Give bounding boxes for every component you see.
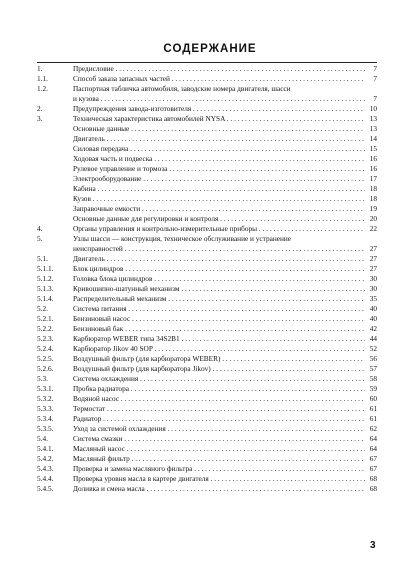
toc-entry-page: 7 [365,74,377,84]
toc-entry-page: 40 [365,314,377,324]
toc-entry-title: Основные данные . . . [73,124,377,134]
toc-entry-title: Кузов . . . [73,194,377,204]
toc-entry-page: 67 [365,454,377,464]
toc-entry[interactable] [37,484,377,494]
toc-entry[interactable] [37,224,377,234]
toc-entry[interactable] [37,64,377,74]
toc-entry-page: 16 [365,164,377,174]
toc-entry[interactable] [37,214,377,224]
toc-entry[interactable] [37,234,377,244]
toc-entry-number: 5.1. [37,254,48,263]
toc-entry[interactable] [37,404,377,414]
toc-entry-number: 1.2. [37,84,48,93]
toc-entry-page: 30 [365,274,377,284]
toc-entry-title: Воздушный фильтр (для карбюратора Jikov) . . . [73,364,377,374]
toc-entry-page: 62 [365,424,377,434]
toc-entry-title: Пробка радиатора . . . [73,384,377,394]
toc-entry-number: 5. [37,234,43,243]
toc-entry-title: Система смазки . . . [73,434,377,444]
toc-entry[interactable] [37,124,377,134]
toc-entry-title: Водяной насос . . . [73,394,377,404]
toc-entry[interactable] [37,434,377,444]
toc-entry-title: Двигатель . . . [73,254,377,264]
toc-entry-number: 5.4. [37,434,48,443]
toc-entry-number: 5.1.4. [37,294,54,303]
page-title: СОДЕРЖАНИЕ [163,43,257,55]
toc-entry-title: неисправностей . . . [73,244,377,254]
toc-entry[interactable] [37,94,377,104]
toc-entry-number: 5.3.3. [37,404,54,413]
toc-entry[interactable] [37,364,377,374]
toc-entry-title: Способ заказа запасных частей . . . [73,74,377,84]
toc-entry-title: Заправочные емкости . . . [73,204,377,214]
toc-entry-title: Электрооборудование . . . [73,174,377,184]
toc-entry-title: Узлы шасси — конструкция, техническое обслуживание и устранение [73,234,292,243]
toc-entry-number: 1. [37,64,43,73]
toc-entry-number: 5.4.4. [37,474,54,483]
toc-entry-title: Карбюратор Jikov 40 SOP . . . [73,344,377,354]
toc-entry-title: Ходовая часть и подвеска . . . [73,154,377,164]
toc-entry[interactable] [37,174,377,184]
toc-entry[interactable] [37,274,377,284]
toc-entry-title: Проверка и замена масляного фильтра . . . [73,464,377,474]
toc-entry-page: 16 [365,154,377,164]
toc-entry[interactable] [37,474,377,484]
toc-entry-page: 44 [365,334,377,344]
header-rule [37,62,377,63]
toc-entry-number: 5.3. [37,374,48,383]
toc-entry-title: Кривошипно-шатунный механизм . . . [73,284,377,294]
toc-entry-number: 5.2.1. [37,314,54,323]
toc-entry-page: 18 [365,194,377,204]
toc-entry[interactable] [37,134,377,144]
toc-entry[interactable] [37,304,377,314]
toc-entry-number: 5.1.3. [37,284,54,293]
toc-entry-title: Силовая передача . . . [73,144,377,154]
toc-entry-title: и кузова . . . [73,94,377,104]
toc-entry[interactable] [37,254,377,264]
toc-entry-number: 4. [37,224,43,233]
toc-entry-title: Проверка уровня масла в картере двигателя . . . [73,474,377,484]
toc-entry-title: Термостат . . . [73,404,377,414]
toc-entry[interactable] [37,384,377,394]
toc-entry-page: 7 [365,64,377,74]
toc-entry-page: 52 [365,344,377,354]
toc-entry-title: Карбюратор WEBER типа 34S2B1 . . . [73,334,377,344]
toc-entry-title: Бензиновый насос . . . [73,314,377,324]
toc-entry-page: 15 [365,144,377,154]
toc-entry-page: 68 [365,484,377,494]
toc-entry-page: 58 [365,374,377,384]
table-of-contents [37,64,377,494]
toc-entry-title: Масляный насос . . . [73,444,377,454]
toc-entry[interactable] [37,444,377,454]
toc-entry-number: 5.4.3. [37,464,54,473]
toc-entry-page: 20 [365,214,377,224]
toc-entry-title: Блок цилиндров . . . [73,264,377,274]
toc-entry[interactable] [37,324,377,334]
toc-entry-number: 5.2. [37,304,48,313]
toc-entry-page: 61 [365,414,377,424]
toc-entry[interactable] [37,314,377,324]
toc-entry-title: Рулевое управление и тормоза . . . [73,164,377,174]
toc-entry[interactable] [37,74,377,84]
toc-entry[interactable] [37,104,377,114]
toc-entry[interactable] [37,394,377,404]
toc-entry-title: Система питания . . . [73,304,377,314]
toc-entry-number: 5.1.2. [37,274,54,283]
toc-entry-page: 30 [365,284,377,294]
toc-entry-page: 19 [365,204,377,214]
toc-entry-page: 27 [365,254,377,264]
toc-entry-number: 5.4.2. [37,454,54,463]
toc-entry-page: 27 [365,244,377,254]
toc-entry-title: Основные данные для регулировки и контроля . . . [73,214,377,224]
toc-entry-number: 5.3.4. [37,414,54,423]
toc-entry-page: 10 [365,104,377,114]
toc-entry-page: 13 [365,114,377,124]
toc-entry-page: 59 [365,384,377,394]
toc-entry[interactable] [37,354,377,364]
toc-entry-number: 5.4.1. [37,444,54,453]
toc-entry[interactable] [37,424,377,434]
toc-entry-number: 5.2.4. [37,344,54,353]
toc-entry-number: 5.3.2. [37,394,54,403]
toc-entry-title: Доливка и смена масла . . . [73,484,377,494]
toc-entry-title: Система охлаждения . . . [73,374,377,384]
toc-entry-title: Предисловие . . . [73,64,377,74]
toc-entry[interactable] [37,334,377,344]
toc-entry-title: Воздушный фильтр (для карбюратора WEBER) . . . [73,354,377,364]
toc-entry-title: Головка блока цилиндров . . . [73,274,377,284]
toc-entry-title: Техническая характеристика автомобилей NYSA . . . [73,114,377,124]
toc-entry[interactable] [37,144,377,154]
toc-entry-title: Паспортная табличка автомобиля, заводские номера двигателя, шасси [73,84,291,93]
toc-entry-page: 67 [365,464,377,474]
toc-entry-number: 3. [37,114,43,123]
toc-entry[interactable] [37,294,377,304]
page-number: 3 [370,540,376,551]
toc-entry-page: 35 [365,294,377,304]
toc-entry-number: 5.3.1. [37,384,54,393]
toc-entry-number: 5.1.1. [37,264,54,273]
toc-entry[interactable] [37,454,377,464]
toc-entry-title: Органы управления и контрольно-измерительные приборы . . . [73,224,377,234]
toc-entry[interactable] [37,464,377,474]
toc-entry[interactable] [37,264,377,274]
toc-entry-number: 5.2.5. [37,354,54,363]
toc-entry-title: Двигатель . . . [73,134,377,144]
toc-entry-number: 5.2.6. [37,364,54,373]
toc-entry-page: 40 [365,304,377,314]
toc-entry-number: 5.2.3. [37,334,54,343]
toc-entry-title: Бензиновый бак . . . [73,324,377,334]
toc-entry-title: Радиатор . . . [73,414,377,424]
toc-entry-title: Распределительный механизм . . . [73,294,377,304]
toc-entry[interactable] [37,374,377,384]
toc-entry-title: Кабина . . . [73,184,377,194]
toc-entry[interactable] [37,114,377,124]
toc-entry-page: 7 [365,94,377,104]
toc-entry-number: 5.2.2. [37,324,54,333]
toc-entry-number: 2. [37,104,43,113]
toc-entry[interactable] [37,164,377,174]
toc-entry-number: 5.3.5. [37,424,54,433]
toc-entry-page: 64 [365,444,377,454]
toc-entry[interactable] [37,344,377,354]
toc-entry[interactable] [37,244,377,254]
toc-entry-page: 13 [365,124,377,134]
toc-entry-page: 18 [365,184,377,194]
toc-entry-title: Уход за системой охлаждения . . . [73,424,377,434]
toc-entry-page: 17 [365,174,377,184]
toc-entry-page: 27 [365,264,377,274]
toc-entry-page: 22 [365,224,377,234]
toc-entry-title: Предупреждения завода-изготовителя . . . [73,104,377,114]
toc-entry-page: 57 [365,364,377,374]
toc-entry-page: 60 [365,394,377,404]
toc-entry-page: 61 [365,404,377,414]
toc-entry-title: Масляный фильтр . . . [73,454,377,464]
toc-entry[interactable] [37,184,377,194]
toc-entry-page: 64 [365,434,377,444]
toc-entry[interactable] [37,154,377,164]
toc-entry[interactable] [37,84,377,94]
toc-entry[interactable] [37,194,377,204]
toc-entry[interactable] [37,204,377,214]
toc-entry-number: 5.4.5. [37,484,54,493]
toc-entry-number: 1.1. [37,74,48,83]
toc-entry-page: 14 [365,134,377,144]
toc-entry-page: 68 [365,474,377,484]
toc-entry-page: 56 [365,354,377,364]
toc-entry[interactable] [37,414,377,424]
toc-entry[interactable] [37,284,377,294]
toc-entry-page: 42 [365,324,377,334]
